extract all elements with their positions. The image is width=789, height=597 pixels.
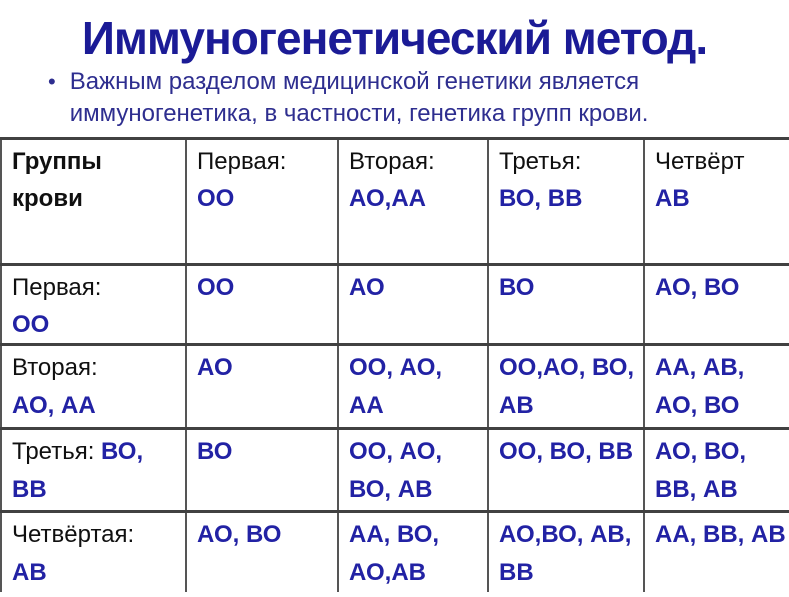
cell-genotypes: АА, ВО, АО,АВ — [349, 521, 440, 586]
table-row — [1, 345, 789, 429]
cell-genotypes: АА, АВ, АО, ВО — [655, 354, 745, 419]
table-cell — [488, 512, 644, 592]
cell-genotypes: ВО — [197, 438, 233, 466]
cell-genotypes: АА, ВВ, АВ — [655, 521, 786, 549]
table-cell — [488, 265, 644, 345]
row-label: Четвёртая: — [12, 521, 135, 549]
row-header-third — [1, 429, 186, 512]
table-row — [1, 512, 789, 592]
bullet-item — [48, 66, 759, 130]
cell-genotypes: АО,ВО, АВ, ВВ — [499, 521, 632, 586]
table-cell — [488, 345, 644, 429]
column-header-third — [488, 139, 644, 265]
column-label: Четвёрт — [655, 148, 745, 175]
table-cell — [644, 429, 789, 512]
table-cell — [644, 345, 789, 429]
row-header-second — [1, 345, 186, 429]
table-cell — [186, 345, 338, 429]
cell-genotypes: ОО,АО, ВО, АВ — [499, 354, 635, 419]
column-label: Вторая: — [349, 148, 435, 175]
cell-genotypes: АО, ВО, ВВ, АВ — [655, 438, 747, 503]
cell-genotypes: ОО — [197, 274, 235, 301]
corner-label: Группы крови — [12, 148, 102, 213]
column-header-first — [186, 139, 338, 265]
column-genotype: ВО, ВВ — [499, 185, 583, 213]
row-genotype: АО, АА — [12, 391, 96, 419]
table-cell — [338, 512, 488, 592]
bullet-line: Важным разделом медицинской генетики является — [69, 68, 640, 96]
cell-genotypes: ОО, АО, АА — [349, 354, 443, 419]
table-header-row — [1, 139, 789, 265]
column-genotype: АО,АА — [349, 185, 427, 213]
cell-genotypes: ОО, АО, ВО, АВ — [349, 438, 443, 503]
row-header-fourth — [1, 512, 186, 592]
column-genotype: ОО — [197, 185, 235, 213]
table-cell — [338, 429, 488, 512]
column-label: Третья: — [499, 148, 582, 175]
cell-genotypes: ОО, ВО, ВВ — [499, 438, 634, 466]
cell-genotypes: АО, ВО — [197, 521, 282, 549]
table-row — [1, 429, 789, 512]
bullet-icon: • — [48, 69, 56, 95]
cell-genotypes: ВО — [499, 274, 535, 301]
column-header-fourth — [644, 139, 789, 265]
column-header-second — [338, 139, 488, 265]
table-cell — [338, 345, 488, 429]
cell-genotypes: АО — [197, 354, 233, 382]
table-cell — [644, 512, 789, 592]
bullet-text — [70, 66, 649, 130]
row-genotype: ВО, ВВ — [12, 438, 144, 503]
row-genotype: ОО — [12, 311, 50, 339]
row-label: Вторая: — [12, 354, 98, 382]
cell-genotypes: АО, ВО — [655, 274, 740, 301]
column-genotype: АВ — [655, 185, 690, 213]
bullet-line: иммуногенетика, в частности, генетика групп крови. — [69, 100, 649, 128]
row-label: Третья: — [12, 438, 95, 466]
row-genotype: АВ — [12, 558, 47, 586]
cell-genotypes: АО — [349, 274, 385, 301]
table-row — [1, 265, 789, 345]
row-header-first — [1, 265, 186, 345]
table-cell — [186, 512, 338, 592]
blood-group-table — [0, 137, 789, 592]
column-label: Первая: — [197, 148, 287, 175]
table-cell — [338, 265, 488, 345]
table-corner-cell — [1, 139, 186, 265]
table-cell — [186, 265, 338, 345]
table-cell — [644, 265, 789, 345]
table-cell — [186, 429, 338, 512]
page-title: Иммуногенетический метод. — [81, 12, 708, 64]
row-label: Первая: — [12, 274, 102, 301]
table-cell — [488, 429, 644, 512]
